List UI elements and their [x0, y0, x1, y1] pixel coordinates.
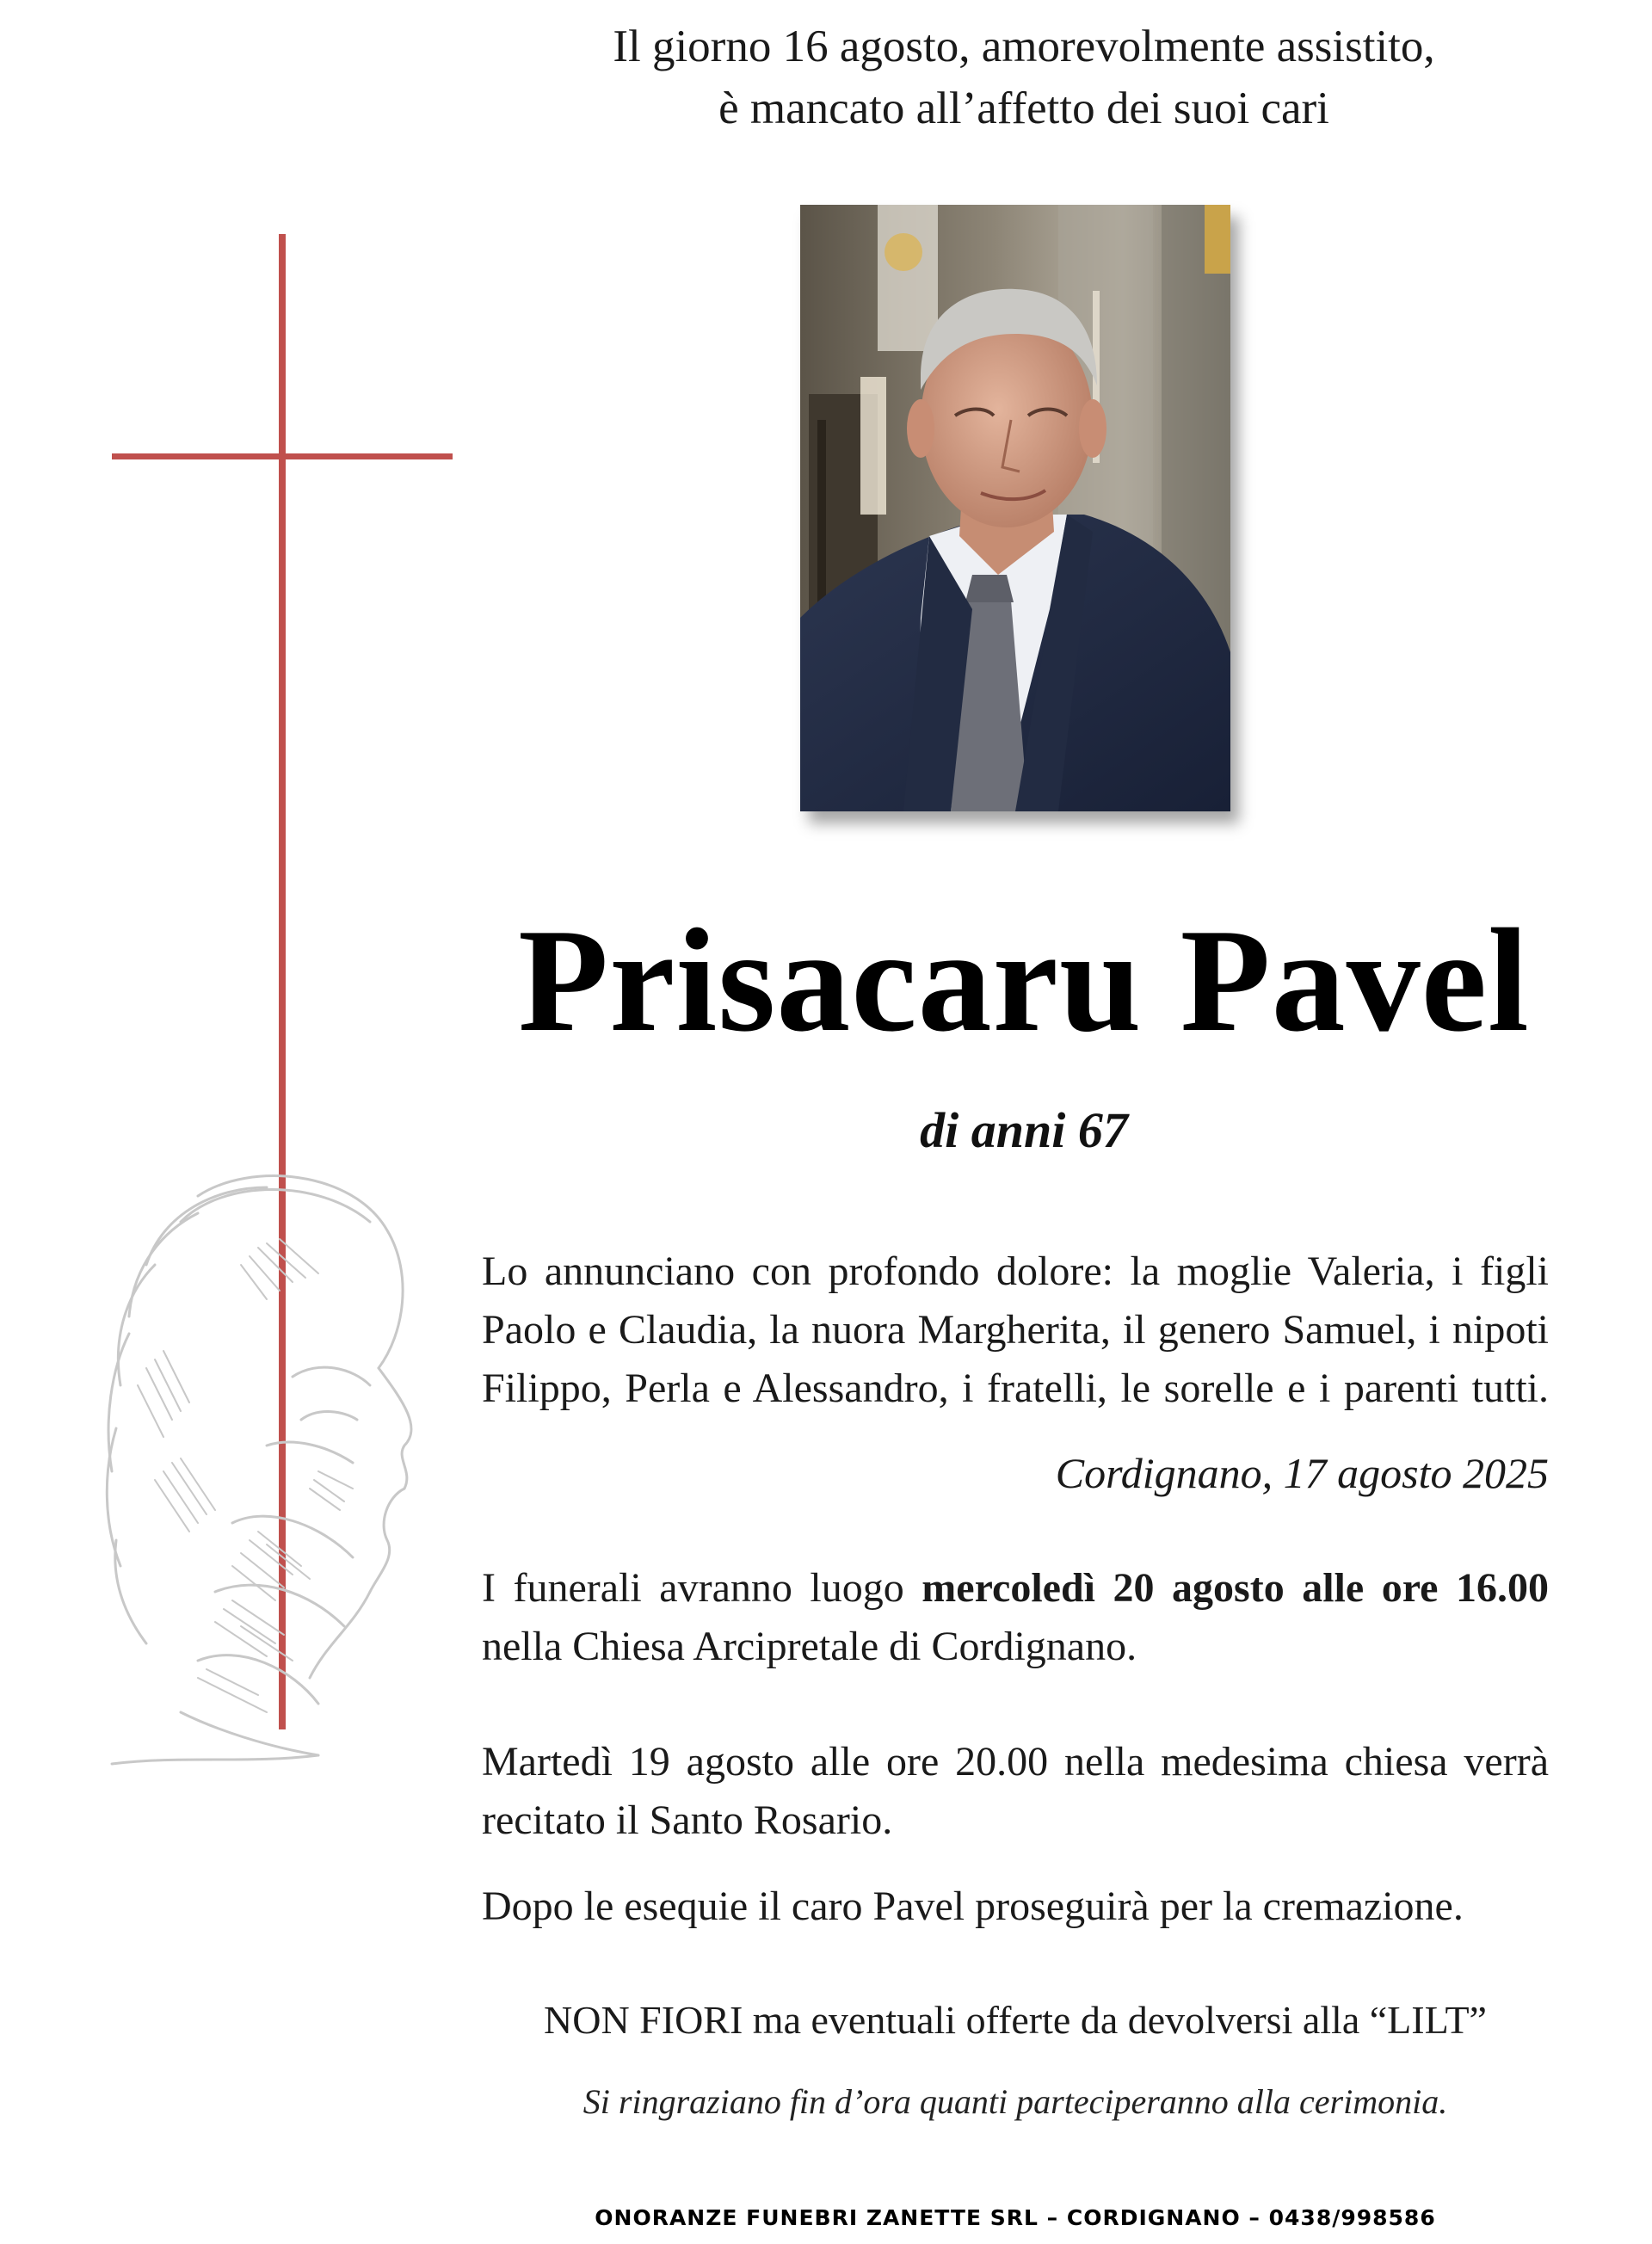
announcement-line-3: Filippo, Perla e Alessandro, i fratelli, le sorelle e i parenti tutti. — [482, 1366, 1549, 1411]
portrait-illustration — [800, 205, 1230, 811]
portrait-photo — [800, 205, 1230, 811]
intro-line-2: è mancato all’affetto dei suoi cari — [718, 83, 1329, 133]
intro-text — [482, 15, 1566, 139]
funeral-paragraph — [482, 1559, 1549, 1676]
place-and-date: Cordignano, 17 agosto 2025 — [1055, 1449, 1549, 1497]
announcement-line-1: Lo annunciano con profondo dolore: la moglie Valeria, i figli — [482, 1248, 1549, 1294]
rosary-line-2: recitato il Santo Rosario. — [482, 1797, 893, 1843]
funeral-line-1 — [482, 1559, 1549, 1618]
deceased-name: Prisacaru Pavel — [518, 899, 1530, 1063]
funeral-line-2: nella Chiesa Arcipretale di Cordignano. — [482, 1624, 1137, 1669]
funeral-date-time: mercoledì 20 agosto alle ore 16.00 — [922, 1565, 1549, 1611]
rosary-paragraph — [482, 1733, 1549, 1850]
deceased-age: di anni 67 — [920, 1102, 1128, 1158]
intro-line-1: Il giorno 16 agosto, amorevolmente assistito, — [613, 22, 1435, 71]
rosary-line-1: Martedì 19 agosto alle ore 20.00 nella medesima chiesa verrà — [482, 1739, 1549, 1785]
announcement-line-2: Paolo e Claudia, la nuora Margherita, il genero Samuel, i nipoti — [482, 1307, 1549, 1353]
thanks-note: Si ringraziano fin d’ora quanti parteciperanno alla cerimonia. — [583, 2082, 1448, 2121]
no-flowers-note: NON FIORI ma eventuali offerte da devolversi alla “LILT” — [544, 1998, 1487, 2042]
christ-sketch-illustration — [95, 1162, 473, 1781]
cremation-note: Dopo le esequie il caro Pavel proseguirà per la cremazione. — [482, 1883, 1464, 1929]
announcement-paragraph — [482, 1242, 1549, 1418]
funeral-home-footer: ONORANZE FUNEBRI ZANETTE SRL – CORDIGNANO – 0438/998586 — [595, 2205, 1436, 2230]
cross-horizontal-bar — [112, 453, 453, 459]
funeral-prefix: I funerali avranno luogo — [482, 1565, 922, 1611]
